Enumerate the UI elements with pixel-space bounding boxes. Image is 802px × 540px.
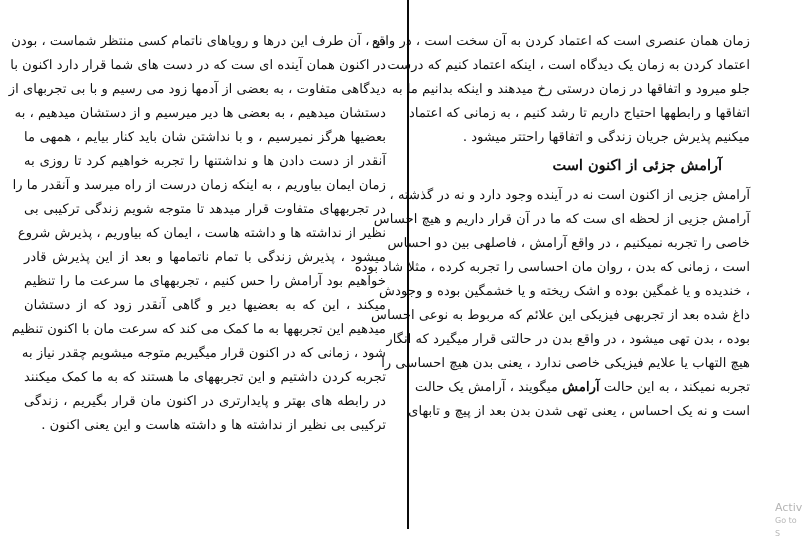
right-line: است ، زمانی که بدن ، روان مان احساسی را تجربه کرده ، مثلا شاد بوده	[354, 260, 750, 275]
right-line: اتفاقها و رابطهها احتیاج داریم تا رشد کنیم ، به زمانی که اعتماد	[409, 106, 750, 121]
right-page	[354, 30, 750, 424]
left-line-last: ترکیبی بی نظیر از نداشته ها و داشته هاست و این یعنی اکنون .	[41, 418, 386, 433]
left-line: میدهیم این تجربهها به ما کمک می کند که سرعت مان با اکنون تنظیم	[11, 322, 386, 337]
right-line: جلو میرود و اتفاقها در زمان درستی رخ میدهند و اینکه بدانیم ما به	[391, 82, 750, 97]
left-line: نظیر از نداشته ها و داشته هاست ، ایمان که بیاوریم ، پذیرش شروع	[17, 226, 386, 241]
right-line: است و نه یک احساس ، یعنی تهی شدن بدن بعد از پیچ و تابهای	[408, 404, 750, 419]
left-line: در تجربههای متفاوت قرار میدهد تا متوجه شویم زندگی ترکیبی بی	[24, 202, 386, 217]
left-line: در رابطه های بهتر و پایدارتری در اکنون مان قرار بگیریم ، زندگی	[24, 394, 386, 409]
left-line: تجربه کردن داشتیم و این تجربههای ما هستند که به ما کمک میکنند	[24, 370, 386, 385]
right-line-with-bold-term	[414, 376, 750, 400]
left-line: دیدگاهی متفاوت ، به بعضی از آدمها زود می رسیم و با بی تجربهای از	[8, 82, 386, 97]
left-line: خواهیم بود آرامش را حس کنیم ، تجربههای ما سرعت ما را تنظیم	[24, 274, 386, 289]
right-line: اعتماد کردن به زمان یک دیدگاه است ، اینکه اعتماد کنیم که درست	[387, 58, 750, 73]
left-line: در اکنون همان آینده ای ست که در دست های شما قرار دارد اکنون با	[10, 58, 386, 73]
right-line-paragraph-end: میکنیم پذیرش جریان زندگی و اتفاقها راحتتر میشود .	[462, 130, 750, 145]
bold-term: آرامش	[562, 380, 600, 395]
right-line: آرامش جزیی از لحظه ای ست که ما در آن قرار داریم و هیچ احساس	[373, 212, 750, 227]
left-line: میکند ، این که به بعضیها دیر و گاهی آنقدر زود که از دستشان	[24, 298, 386, 313]
bold-line-before: تجربه نمیکند ، به این حالت	[599, 380, 750, 395]
right-line: ، خندیده و یا غمگین بوده و اشک ریخته و یا خشمگین بوده و وجودش	[379, 284, 750, 299]
watermark-line-1: Activ	[775, 501, 802, 514]
left-line: دستشان میدهیم ، به بعضی ها دیر میرسیم و از دستشان میدهیم ، به	[14, 106, 386, 121]
left-line: میشود ، پذیرش زندگی با تمام ناتمامها و بعد از این پذیرش قادر	[24, 250, 386, 265]
left-line: شود ، زمانی که در اکنون قرار میگیریم متوجه میشویم چقدر نیاز به	[21, 346, 386, 361]
right-line: آرامش جزیی از اکنون است نه در آینده وجود دارد و نه در گذشته ،	[389, 188, 750, 203]
right-line: داغ شده بعد از تجربهی فیزیکی این علائم که مربوط به نوعی احساس	[371, 308, 750, 323]
right-line: زمان همان عنصری است که اعتماد کردن به آن سخت است ، در واقع	[371, 34, 750, 49]
bold-line-after: میگویند ، آرامش یک حالت	[414, 380, 563, 395]
section-heading: آرامش جزئی از اکنون است	[552, 157, 722, 174]
right-line: بوده ، بدن تهی میشود ، در واقع بدن در حالتی قرار میگیرد که انگار	[386, 332, 750, 347]
right-line: خاصی را تجربه نمیکنیم ، در واقع آرامش ، فاصلهی بین دو احساس	[387, 236, 750, 251]
left-line: زمان ایمان بیاوریم ، به اینکه زمان درست از راه میرسد و آنقدر ما را	[12, 178, 386, 193]
activation-watermark	[775, 501, 802, 540]
left-page	[8, 30, 386, 438]
right-line: هیچ التهاب یا علایم فیزیکی خاصی ندارد ، یعنی بدن هیچ احساسی را	[381, 356, 750, 371]
left-line: بعضیها هرگز نمیرسیم ، و با نداشتن شان باید کنار بیایم ، همهی ما	[24, 130, 386, 145]
watermark-line-2: Go to S	[775, 516, 797, 538]
left-line: در ، آن طرف این درها و رویاهای ناتمام کسی منتظر شماست ، بودن	[11, 34, 386, 49]
left-line: آنقدر از دست دادن ها و نداشتنها را تجربه خواهیم کرد تا روزی به	[24, 154, 386, 169]
